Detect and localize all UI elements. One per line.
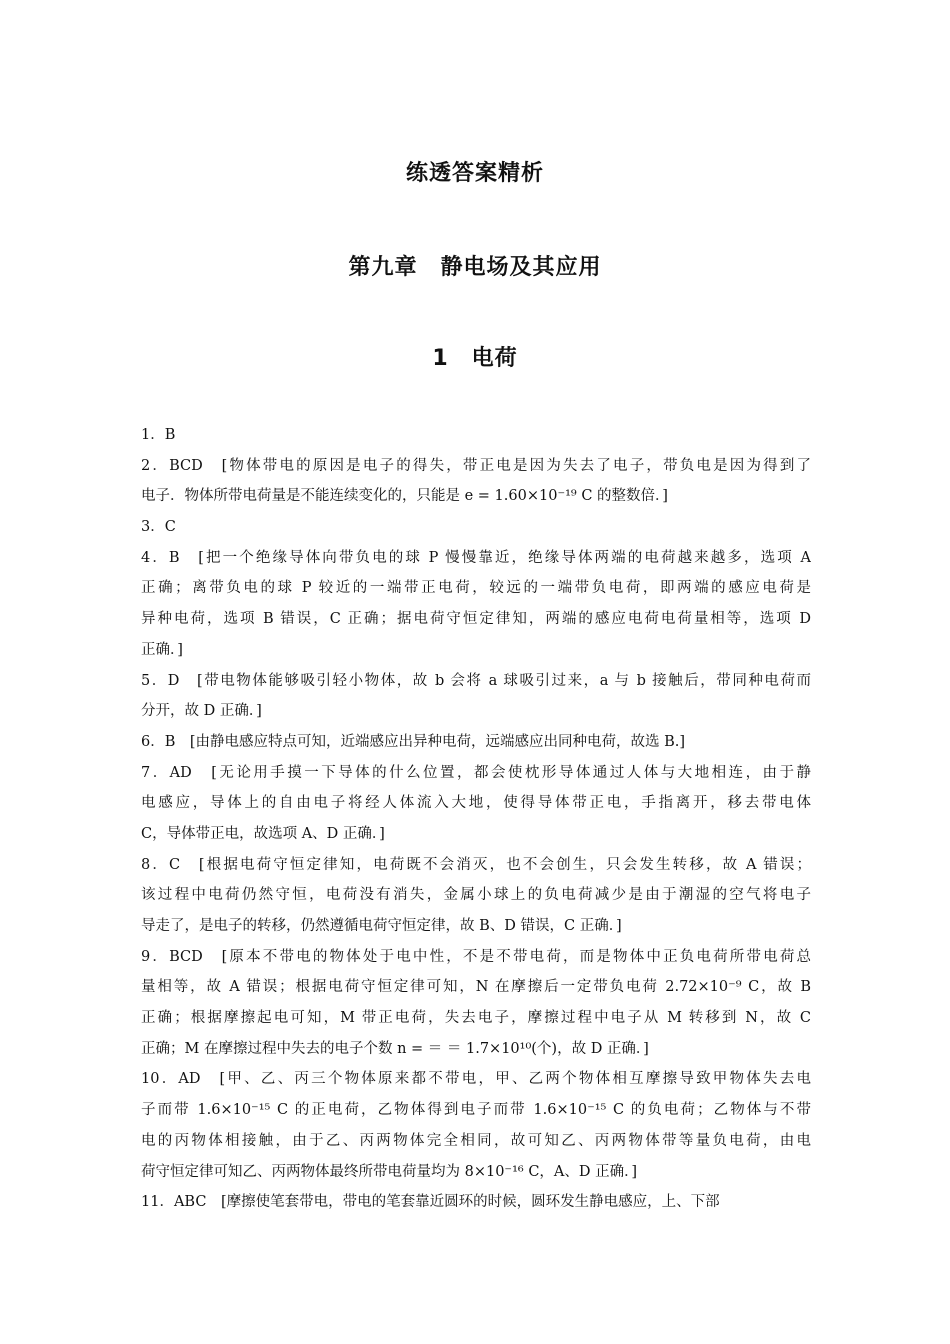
answer-line: 10．AD [甲、乙、丙三个物体原来都不带电，甲、乙两个物体相互摩擦导致甲物体失去电 — [141, 1071, 811, 1088]
answer-line: 荷守恒定律可知乙、丙两物体最终所带电荷量均为 8×10⁻¹⁶ C，A、D 正确．] — [141, 1163, 638, 1180]
answer-item — [141, 727, 811, 758]
answer-item — [141, 1187, 811, 1218]
answer-line: 正确；M 在摩擦过程中失去的电子个数 n = ＝ ＝ 1.7×10¹⁰(个)，故 D 正确．] — [141, 1040, 649, 1057]
answer-line: 分开，故 D 正确．] — [141, 703, 262, 720]
answer-line: 正确；根据摩擦起电可知，M 带正电荷，失去电子，摩擦过程中电子从 M 转移到 N，故 C — [141, 1010, 811, 1027]
section-title: 1 电荷 — [432, 346, 518, 371]
answer-item — [141, 543, 811, 666]
answer-item — [141, 850, 811, 942]
answer-item — [141, 666, 811, 727]
answer-line: 量相等，故 A 错误；根据电荷守恒定律可知，N 在摩擦后一定带负电荷 2.72×10⁻⁹ C，故 B — [141, 979, 811, 996]
answer-line: 6．B [由静电感应特点可知，近端感应出异种电荷，远端感应出同种电荷，故选 B.] — [141, 733, 686, 750]
answer-line: 7．AD [无论用手摸一下导体的什么位置，都会使枕形导体通过人体与大地相连，由于静 — [141, 764, 811, 781]
answer-line: C，导体带正电，故选项 A、D 正确．] — [141, 825, 385, 842]
answer-line: 正确；离带负电的球 P 较近的一端带正电荷，较远的一端带负电荷，即两端的感应电荷是 — [141, 580, 811, 597]
answer-line: 导走了，是电子的转移，仍然遵循电荷守恒定律，故 B、D 错误，C 正确．] — [141, 918, 622, 934]
answer-line: 1．B — [141, 427, 176, 443]
answer-line: 8．C [根据电荷守恒定律知，电荷既不会消灭，也不会创生，只会发生转移，故 A 错误； — [141, 856, 811, 873]
answer-line: 4．B [把一个绝缘导体向带负电的球 P 慢慢靠近，绝缘导体两端的电荷越来越多，选项 A — [141, 549, 811, 566]
answer-line: 11．ABC [摩擦使笔套带电，带电的笔套靠近圆环的时候，圆环发生静电感应，上、下部 — [141, 1194, 720, 1211]
answer-line: 2．BCD [物体带电的原因是电子的得失，带正电是因为失去了电子，带负电是因为得到了 — [141, 457, 811, 474]
answer-item — [141, 758, 811, 850]
answer-line: 3．C — [141, 519, 176, 536]
answer-line: 电感应，导体上的自由电子将经人体流入大地，使得导体带正电，手指离开，移去带电体 — [141, 795, 811, 812]
answer-line: 电的丙物体相接触，由于乙、丙两物体完全相同，故可知乙、丙两物体带等量负电荷，由电 — [141, 1132, 811, 1149]
answer-list — [141, 420, 811, 1218]
answer-item — [141, 942, 811, 1065]
answer-item — [141, 451, 811, 512]
answer-line: 该过程中电荷仍然守恒，电荷没有消失，金属小球上的负电荷减少是由于潮湿的空气将电子 — [141, 887, 811, 904]
answer-item — [141, 420, 811, 451]
answer-item — [141, 1064, 811, 1187]
answer-line: 5．D [带电物体能够吸引轻小物体，故 b 会将 a 球吸引过来，a 与 b 接触后，带同种电荷而 — [141, 672, 811, 689]
chapter-title: 第九章 静电场及其应用 — [348, 255, 602, 280]
answer-line: 异种电荷，选项 B 错误，C 正确；据电荷守恒定律知，两端的感应电荷电荷量相等，选项 D — [141, 611, 811, 628]
answer-line: 正确．] — [141, 641, 183, 658]
main-title: 练透答案精析 — [405, 161, 544, 186]
answer-line: 子而带 1.6×10⁻¹⁵ C 的正电荷，乙物体得到电子而带 1.6×10⁻¹⁵ C 的负电荷；乙物体与不带 — [141, 1102, 811, 1119]
answer-line: 9．BCD [原本不带电的物体处于电中性，不是不带电荷，而是物体中正负电荷所带电荷总 — [141, 948, 811, 965]
answer-item — [141, 512, 811, 543]
answer-line: 电子．物体所带电荷量是不能连续变化的，只能是 e = 1.60×10⁻¹⁹ C 的整数倍．] — [141, 488, 668, 505]
